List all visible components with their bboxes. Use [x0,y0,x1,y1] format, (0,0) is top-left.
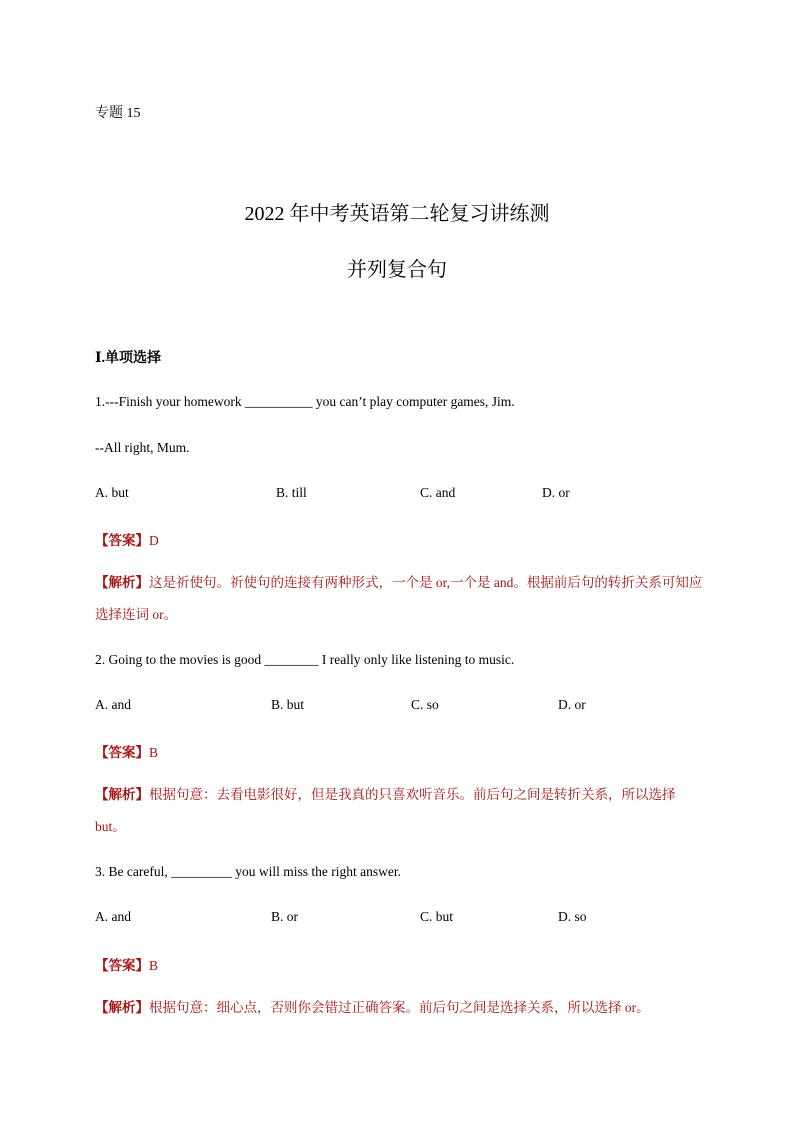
question-1-stem: 1.---Finish your homework __________ you can’t play computer games, Jim. [95,394,515,409]
analysis-text: 根据句意：细心点，否则你会错过正确答案。前后句之间是选择关系，所以选择 or。 [149,1000,650,1015]
question-1-analysis [95,567,705,631]
question-2-option-a: A. and [95,697,131,712]
answer-value: B [149,745,159,760]
question-3-analysis [95,992,705,1024]
analysis-tag: 【解析】 [95,787,149,802]
question-1-option-a: A. but [95,485,129,500]
question-3-stem: 3. Be careful, _________ you will miss the right answer. [95,864,401,879]
answer-tag: 【答案】 [95,745,149,760]
question-2-analysis [95,779,705,843]
answer-tag: 【答案】 [95,533,149,548]
answer-value: D [149,533,159,548]
analysis-tag: 【解析】 [95,1000,149,1015]
analysis-text: 根据句意：去看电影很好，但是我真的只喜欢听音乐。前后句之间是转折关系，所以选择 but。 [95,787,676,834]
answer-tag: 【答案】 [95,958,149,973]
question-2-option-c: C. so [411,697,439,712]
question-1-option-b: B. till [276,485,307,500]
section-heading: Ⅰ.单项选择 [95,351,162,366]
document-title: 2022 年中考英语第二轮复习讲练测 [244,203,550,225]
answer-value: B [149,958,159,973]
question-3-option-c: C. but [420,909,454,924]
topic-label: 专题 15 [95,106,141,121]
question-3-answer [95,954,158,974]
question-1-option-c: C. and [420,485,456,500]
question-2-stem: 2. Going to the movies is good ________ I really only like listening to music. [95,652,515,667]
question-1-option-d: D. or [542,485,570,500]
question-3-option-b: B. or [271,909,298,924]
question-3-option-d: D. so [558,909,587,924]
question-3-option-a: A. and [95,909,131,924]
question-2-option-b: B. but [271,697,305,712]
question-2-option-d: D. or [558,697,586,712]
document-subtitle: 并列复合句 [347,259,447,281]
question-2-answer [95,741,158,761]
analysis-text: 这是祈使句。祈使句的连接有两种形式，一个是 or,一个是 and。根据前后句的转折关系可知应选择连词 or。 [95,575,703,622]
question-1-reply: --All right, Mum. [95,440,190,455]
question-1-answer [95,529,159,549]
analysis-tag: 【解析】 [95,575,149,590]
